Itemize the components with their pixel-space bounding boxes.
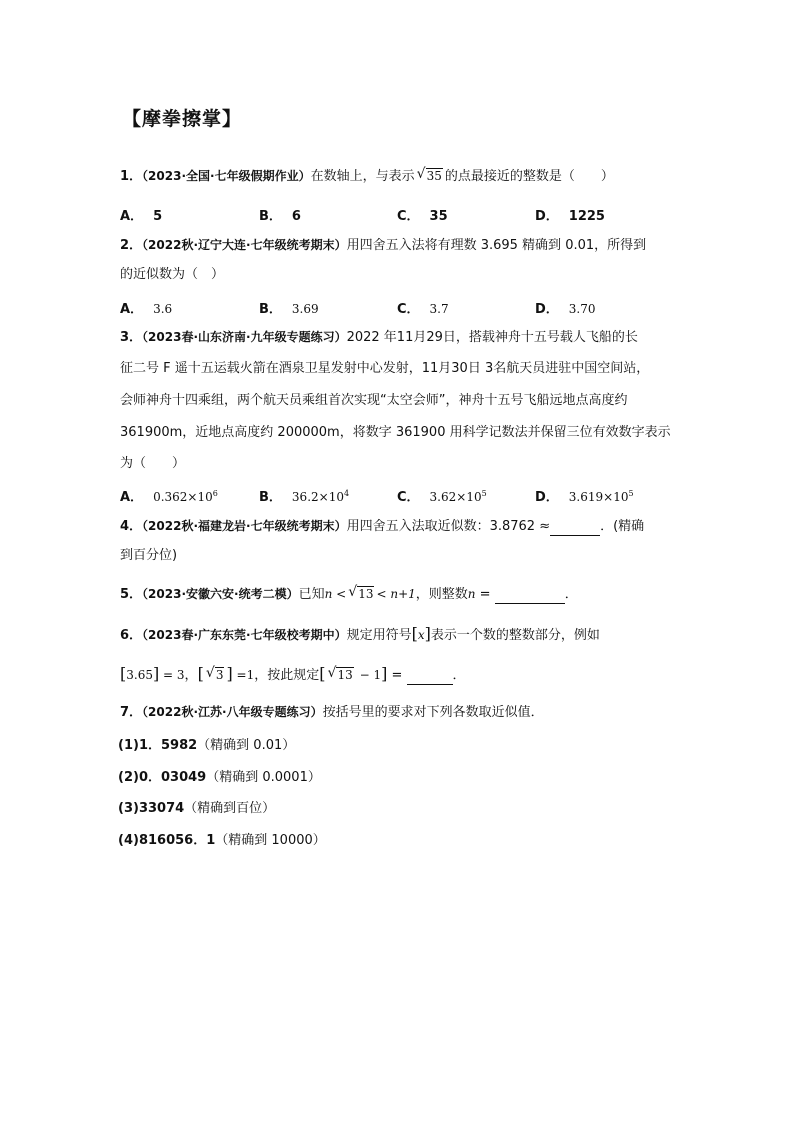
sqrt-expression: √ 13 (348, 585, 374, 603)
question-source: （2023·全国·七年级假期作业） (142, 169, 311, 183)
question-source: （2023春·山东济南·九年级专题练习） (142, 330, 347, 344)
option-a[interactable]: A． 5 (120, 209, 163, 224)
question-number: 5． (120, 587, 143, 602)
floor-bracket: [x] (411, 624, 431, 643)
answer-blank[interactable] (495, 589, 565, 604)
question-source: （2022秋·辽宁大连·七年级统考期末） (142, 238, 347, 252)
option-a[interactable]: A． $0.362\times 10^6$ (120, 489, 218, 505)
section-heading: 【摩拳擦掌】 (122, 108, 243, 130)
question-4: 4．（2022秋·福建龙岩·七年级统考期末）用四舍五入法取近似数：3.8762 ≈ ．(精确 (120, 519, 645, 534)
question-number: 2． (120, 238, 143, 253)
question-2 (120, 236, 646, 255)
question-number: 3． (120, 330, 143, 345)
option-a[interactable]: A． 3.6 (120, 302, 173, 317)
question-number: 1． (120, 169, 143, 184)
subquestion-2: (2)0．03049（精确到 0.0001） (118, 770, 321, 785)
question-3-cont: 会师神舟十四乘组，两个航天员乘组首次实现“太空会师”，神舟十五号飞船远地点高度约 (120, 393, 628, 408)
option-b[interactable]: B． 6 (259, 209, 301, 224)
subquestion-4: (4)816056．1（精确到 10000） (118, 833, 326, 848)
option-b[interactable]: B． $36.2\times 10^4$ (259, 489, 350, 505)
option-d[interactable]: D． 1225 (535, 209, 605, 224)
question-text: 用四舍五入法将有理数 3.695 精确到 0.01，所得到 (346, 238, 647, 253)
question-source: （2022秋·福建龙岩·七年级统考期末） (142, 519, 347, 533)
question-4-cont: 到百分位) (120, 548, 178, 563)
question-3-cont: 361900m，近地点高度约 200000m，将数字 361900 用科学记数法并保留三位有效数字表示 (120, 425, 671, 440)
question-6-cont: [3.65] = 3，[√ 3 ] =1，按此规定[√ 13 − 1] = ． (120, 665, 466, 685)
question-source: （2023·安徽六安·统考二模） (142, 587, 299, 601)
sqrt-expression: √ 35 (417, 167, 443, 185)
question-text: 用四舍五入法取近似数：3.8762 ≈ (346, 519, 551, 534)
question-2-cont: 的近似数为（ ） (120, 267, 225, 282)
question-3-cont: 征二号 F 遥十五运载火箭在酒泉卫星发射中心发射，11月30日 3名航天员进驻中国空间站， (120, 361, 650, 376)
option-b[interactable]: B． 3.69 (259, 302, 319, 317)
option-c[interactable]: C． 35 (397, 209, 448, 224)
question-text: 2022 年11月29日，搭载神舟十五号载人飞船的长 (346, 330, 638, 345)
floor-bracket: [√ 13 − 1] (319, 665, 387, 684)
question-number: 6． (120, 628, 143, 643)
question-5: 5．（2023·安徽六安·统考二模）已知n <√ 13 < n+1，则整数n = ． (120, 585, 578, 604)
option-c[interactable]: C． $3.62\times 10^5$ (397, 489, 487, 505)
question-source: （2022秋·江苏·八年级专题练习） (142, 705, 323, 719)
question-1 (120, 167, 614, 186)
question-7: 7．（2022秋·江苏·八年级专题练习）按括号里的要求对下列各数取近似值． (120, 705, 544, 720)
subquestion-1: (1)1．5982（精确到 0.01） (118, 738, 296, 753)
question-text: 的点最接近的整数是（ ） (444, 169, 614, 184)
question-3 (120, 328, 638, 347)
answer-blank[interactable] (550, 521, 600, 536)
question-6: 6．（2023春·广东东莞·七年级校考期中）规定用符号[x]表示一个数的整数部分，例如 (120, 624, 600, 643)
floor-bracket: [3.65] (120, 664, 160, 683)
question-text: 在数轴上，与表示 (310, 169, 415, 184)
question-number: 7． (120, 705, 143, 720)
question-source: （2023春·广东东莞·七年级校考期中） (142, 628, 347, 642)
option-c[interactable]: C． 3.7 (397, 302, 449, 317)
subquestion-3: (3)33074（精确到百位） (118, 801, 276, 816)
floor-bracket: [√ 3 ] (198, 665, 233, 684)
option-d[interactable]: D． $3.619\times 10^5$ (535, 489, 634, 505)
question-number: 4． (120, 519, 143, 534)
answer-blank[interactable] (407, 670, 453, 685)
option-d[interactable]: D． 3.70 (535, 302, 596, 317)
question-3-cont: 为（ ） (120, 456, 186, 471)
